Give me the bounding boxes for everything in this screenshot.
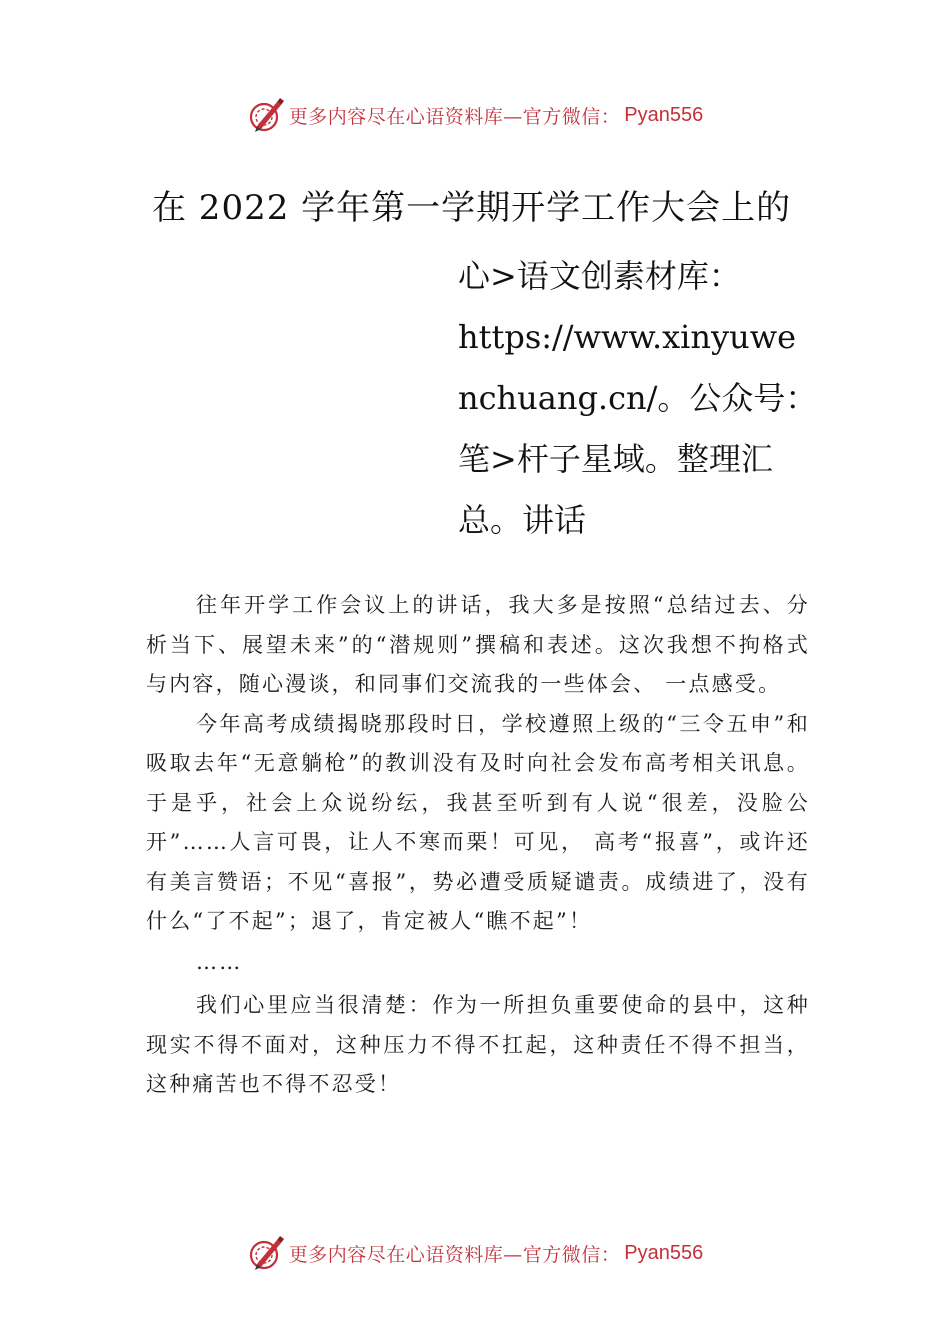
body-text: [146, 586, 810, 1105]
title-line-2: 心>语文创素材库：: [458, 257, 741, 295]
banner-text: 更多内容尽在心语资料库—官方微信：: [288, 1243, 621, 1266]
paragraph-1: 往年开学工作会议上的讲话，我大多是按照“总结过去、分析当下、展望未来”的“潜规则”撰稿和表述。这次我想不拘格式与内容，随心漫谈，和同事们交流我的一些体会、 一点感受。: [146, 593, 810, 696]
banner-wechat-id: Pyan556: [624, 1241, 704, 1264]
title-line-5: 笔>杆子星域。整理汇: [458, 440, 773, 478]
title-line-4: nchuang.cn/。公众号：: [458, 379, 818, 417]
title-line-3: https://www.xinyuwe: [458, 318, 797, 356]
header-banner: [0, 95, 950, 135]
footer-banner: [0, 1233, 950, 1273]
title-block: [458, 246, 818, 551]
paragraph-3: 我们心里应当很清楚：作为一所担负重要使命的县中，这种现实不得不面对，这种压力不得不扛起，这种责任不得不担当，这种痛苦也不得不忍受！: [146, 993, 810, 1096]
banner-wechat-id: Pyan556: [624, 103, 704, 126]
title-line-1: 在 2022 学年第一学期开学工作大会上的: [152, 188, 792, 228]
pen-logo-icon: [247, 1234, 285, 1272]
paragraph-2: 今年高考成绩揭晓那段时日，学校遵照上级的“三令五申”和吸取去年“无意躺枪”的教训没有及时向社会发布高考相关讯息。于是乎，社会上众说纷纭，我甚至听到有人说“很差，没脸公开”……人言可畏，让人不寒而栗！可见， 高考“报喜”，或许还有美言赞语；不见“喜报”，势必遭受质疑谴责。成绩进了，没有什么“了不起”；退了，肯定被人“瞧不起”！: [146, 711, 810, 933]
banner-text: 更多内容尽在心语资料库—官方微信：: [288, 105, 621, 128]
pen-logo-icon: [247, 96, 285, 134]
title-line-6: 总。讲话: [458, 501, 587, 539]
paragraph-ellipsis: ……: [196, 949, 243, 974]
